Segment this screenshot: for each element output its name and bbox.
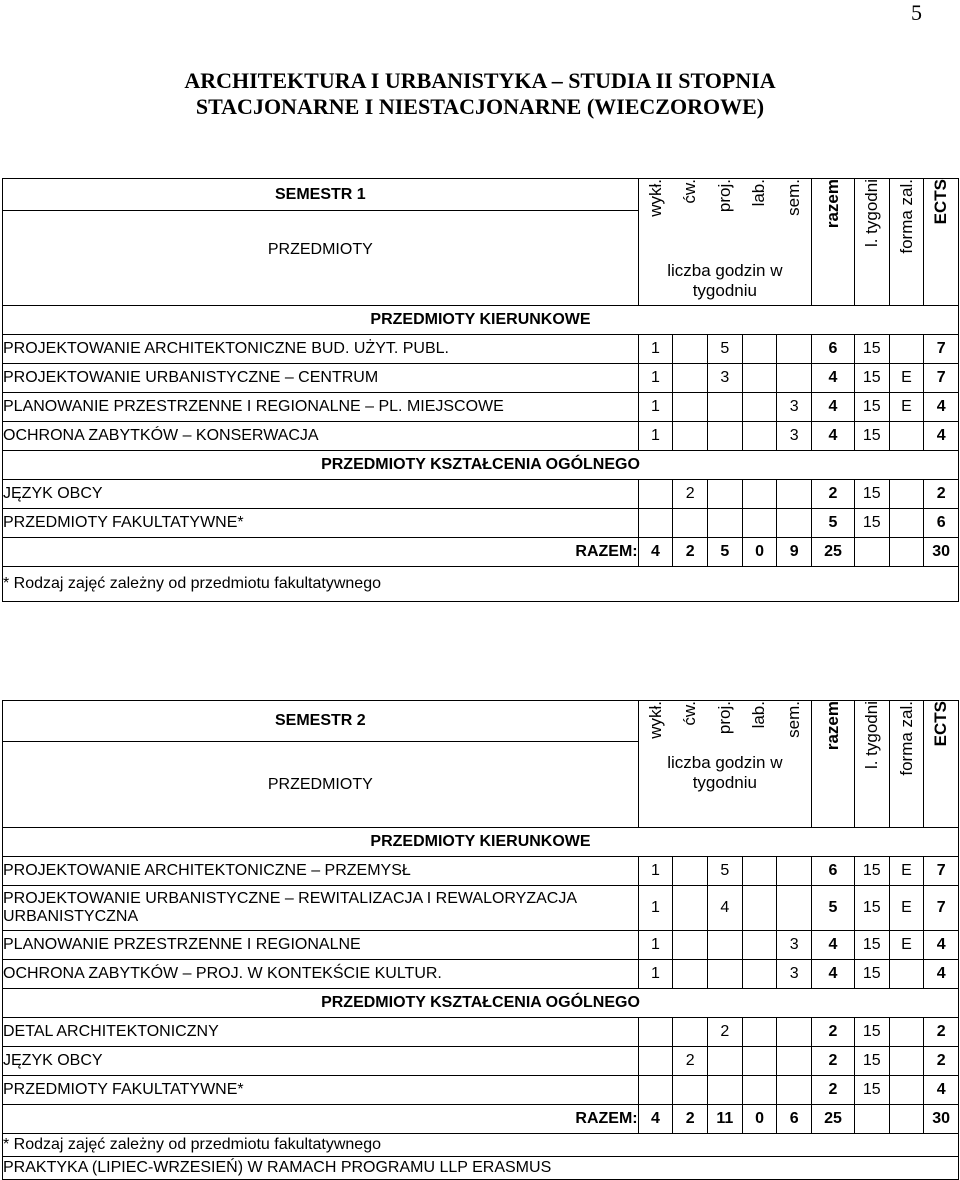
col-razem-header: razem <box>812 179 855 306</box>
total-forma <box>889 1105 924 1134</box>
footnote: * Rodzaj zajęć zależny od przedmiotu fakultatywnego <box>3 567 959 602</box>
cell-forma <box>889 1018 924 1047</box>
cell-razem: 5 <box>812 509 855 538</box>
total-proj: 5 <box>708 538 743 567</box>
cell-proj <box>708 1076 743 1105</box>
cell-proj: 5 <box>708 857 743 886</box>
total-wykl: 4 <box>638 538 673 567</box>
cell-proj <box>708 480 743 509</box>
cell-proj <box>708 931 743 960</box>
cell-forma <box>889 1047 924 1076</box>
total-ects: 30 <box>924 538 959 567</box>
cell-forma: E <box>889 857 924 886</box>
section-title: PRZEDMIOTY KSZTAŁCENIA OGÓLNEGO <box>3 989 959 1018</box>
total-forma <box>889 538 924 567</box>
col-forma-header: forma zal. <box>889 179 924 306</box>
total-wykl: 4 <box>638 1105 673 1134</box>
table-row <box>3 393 959 422</box>
cell-cw <box>673 931 708 960</box>
cell-proj <box>708 1047 743 1076</box>
table-row <box>3 886 959 931</box>
document-title <box>0 68 960 120</box>
total-cw: 2 <box>673 1105 708 1134</box>
subjects-header: PRZEDMIOTY <box>3 211 639 306</box>
cell-tygodni: 15 <box>854 335 889 364</box>
table-row <box>3 960 959 989</box>
cell-lab <box>742 422 777 451</box>
total-proj: 11 <box>708 1105 743 1134</box>
cell-ects: 4 <box>924 422 959 451</box>
cell-lab <box>742 1076 777 1105</box>
cell-lab <box>742 393 777 422</box>
cell-lab <box>742 364 777 393</box>
col-proj-header: proj. <box>714 701 734 735</box>
col-proj-header: proj. <box>714 179 734 213</box>
section-title: PRZEDMIOTY KSZTAŁCENIA OGÓLNEGO <box>3 451 959 480</box>
cell-tygodni: 15 <box>854 1047 889 1076</box>
cell-razem: 2 <box>812 1018 855 1047</box>
total-tygodni <box>854 538 889 567</box>
total-sem: 6 <box>777 1105 812 1134</box>
footnote: PRAKTYKA (LIPIEC-WRZESIEŃ) W RAMACH PROGRAMU LLP ERASMUS <box>3 1157 959 1180</box>
cell-forma: E <box>889 931 924 960</box>
cell-tygodni: 15 <box>854 931 889 960</box>
subject-name: PROJEKTOWANIE URBANISTYCZNE – CENTRUM <box>3 364 639 393</box>
subject-name: PLANOWANIE PRZESTRZENNE I REGIONALNE – PL. MIEJSCOWE <box>3 393 639 422</box>
cell-ects: 4 <box>924 393 959 422</box>
cell-cw <box>673 422 708 451</box>
total-label: RAZEM: <box>3 1105 639 1134</box>
cell-razem: 4 <box>812 422 855 451</box>
cell-lab <box>742 509 777 538</box>
subject-name: PRZEDMIOTY FAKULTATYWNE* <box>3 1076 639 1105</box>
cell-forma <box>889 509 924 538</box>
cell-ects: 2 <box>924 480 959 509</box>
cell-ects: 7 <box>924 364 959 393</box>
cell-proj <box>708 509 743 538</box>
cell-cw <box>673 364 708 393</box>
cell-razem: 4 <box>812 364 855 393</box>
cell-wykl <box>638 480 673 509</box>
cell-razem: 2 <box>812 480 855 509</box>
subject-name: PRZEDMIOTY FAKULTATYWNE* <box>3 509 639 538</box>
cell-cw <box>673 886 708 931</box>
cell-proj: 2 <box>708 1018 743 1047</box>
cell-lab <box>742 335 777 364</box>
cell-sem <box>777 1047 812 1076</box>
cell-wykl: 1 <box>638 931 673 960</box>
cell-tygodni: 15 <box>854 393 889 422</box>
cell-tygodni: 15 <box>854 857 889 886</box>
cell-razem: 4 <box>812 931 855 960</box>
col-cw-header: ćw. <box>680 701 700 726</box>
cell-sem <box>777 1018 812 1047</box>
total-lab: 0 <box>742 538 777 567</box>
cell-lab <box>742 480 777 509</box>
cell-lab <box>742 886 777 931</box>
col-razem-header: razem <box>812 701 855 828</box>
cell-forma: E <box>889 393 924 422</box>
cell-ects: 2 <box>924 1018 959 1047</box>
subject-name: JĘZYK OBCY <box>3 480 639 509</box>
total-tygodni <box>854 1105 889 1134</box>
total-cw: 2 <box>673 538 708 567</box>
cell-forma: E <box>889 886 924 931</box>
cell-razem: 5 <box>812 886 855 931</box>
col-ects-header: ECTS <box>924 179 959 306</box>
cell-lab <box>742 857 777 886</box>
cell-cw <box>673 960 708 989</box>
cell-wykl: 1 <box>638 960 673 989</box>
cell-tygodni: 15 <box>854 480 889 509</box>
cell-sem <box>777 1076 812 1105</box>
cell-lab <box>742 931 777 960</box>
col-tygodni-header: l. tygodni <box>854 701 889 828</box>
col-lab-header: lab. <box>749 701 769 729</box>
total-sem: 9 <box>777 538 812 567</box>
cell-ects: 4 <box>924 1076 959 1105</box>
semester-2-table <box>2 700 959 1180</box>
cell-cw <box>673 335 708 364</box>
table-row <box>3 480 959 509</box>
cell-sem: 3 <box>777 393 812 422</box>
col-wykl-header: wykł. <box>645 179 665 217</box>
cell-cw <box>673 393 708 422</box>
col-sem-header: sem. <box>783 179 803 216</box>
cell-razem: 6 <box>812 857 855 886</box>
total-razem: 25 <box>812 1105 855 1134</box>
cell-wykl <box>638 1018 673 1047</box>
cell-razem: 2 <box>812 1047 855 1076</box>
total-label: RAZEM: <box>3 538 639 567</box>
subject-name: OCHRONA ZABYTKÓW – PROJ. W KONTEKŚCIE KULTUR. <box>3 960 639 989</box>
cell-sem: 3 <box>777 960 812 989</box>
section-row <box>3 306 959 335</box>
subject-name: PLANOWANIE PRZESTRZENNE I REGIONALNE <box>3 931 639 960</box>
cell-proj <box>708 393 743 422</box>
footnote: * Rodzaj zajęć zależny od przedmiotu fakultatywnego <box>3 1134 959 1157</box>
cell-cw <box>673 509 708 538</box>
cell-sem: 3 <box>777 931 812 960</box>
cell-wykl: 1 <box>638 857 673 886</box>
footnote-row <box>3 1157 959 1180</box>
cell-wykl: 1 <box>638 422 673 451</box>
hours-block <box>638 701 811 828</box>
cell-sem <box>777 857 812 886</box>
cell-cw <box>673 857 708 886</box>
cell-ects: 7 <box>924 886 959 931</box>
cell-proj: 4 <box>708 886 743 931</box>
col-tygodni-header: l. tygodni <box>854 179 889 306</box>
cell-cw <box>673 1076 708 1105</box>
cell-wykl: 1 <box>638 886 673 931</box>
table-row <box>3 509 959 538</box>
cell-wykl <box>638 509 673 538</box>
cell-sem <box>777 509 812 538</box>
cell-razem: 4 <box>812 393 855 422</box>
cell-tygodni: 15 <box>854 422 889 451</box>
section-row <box>3 828 959 857</box>
footnote-row <box>3 567 959 602</box>
cell-ects: 4 <box>924 960 959 989</box>
cell-ects: 7 <box>924 335 959 364</box>
cell-forma <box>889 335 924 364</box>
table-row <box>3 335 959 364</box>
cell-tygodni: 15 <box>854 509 889 538</box>
cell-sem <box>777 335 812 364</box>
cell-ects: 2 <box>924 1047 959 1076</box>
cell-forma <box>889 960 924 989</box>
cell-cw: 2 <box>673 1047 708 1076</box>
cell-wykl: 1 <box>638 393 673 422</box>
subjects-header: PRZEDMIOTY <box>3 742 639 828</box>
cell-tygodni: 15 <box>854 960 889 989</box>
cell-wykl <box>638 1076 673 1105</box>
cell-ects: 4 <box>924 931 959 960</box>
subject-name: DETAL ARCHITEKTONICZNY <box>3 1018 639 1047</box>
subject-name: PROJEKTOWANIE ARCHITEKTONICZNE – PRZEMYSŁ <box>3 857 639 886</box>
cell-ects: 7 <box>924 857 959 886</box>
cell-cw <box>673 1018 708 1047</box>
table-row <box>3 1018 959 1047</box>
cell-lab <box>742 960 777 989</box>
section-row <box>3 451 959 480</box>
cell-tygodni: 15 <box>854 364 889 393</box>
cell-cw: 2 <box>673 480 708 509</box>
semester-1-table <box>2 178 959 602</box>
cell-proj <box>708 422 743 451</box>
cell-wykl <box>638 1047 673 1076</box>
subject-name: PROJEKTOWANIE ARCHITEKTONICZNE BUD. UŻYT. PUBL. <box>3 335 639 364</box>
cell-wykl: 1 <box>638 335 673 364</box>
hours-caption: liczba godzin w tygodniu <box>667 753 783 792</box>
table-row <box>3 364 959 393</box>
cell-forma <box>889 1076 924 1105</box>
table-row <box>3 1076 959 1105</box>
cell-ects: 6 <box>924 509 959 538</box>
cell-proj: 3 <box>708 364 743 393</box>
col-forma-header: forma zal. <box>889 701 924 828</box>
cell-razem: 6 <box>812 335 855 364</box>
col-cw-header: ćw. <box>680 179 700 204</box>
subject-name: JĘZYK OBCY <box>3 1047 639 1076</box>
table-row <box>3 422 959 451</box>
footnote-row <box>3 1134 959 1157</box>
cell-wykl: 1 <box>638 364 673 393</box>
cell-forma <box>889 422 924 451</box>
cell-forma <box>889 480 924 509</box>
total-ects: 30 <box>924 1105 959 1134</box>
section-title: PRZEDMIOTY KIERUNKOWE <box>3 828 959 857</box>
cell-proj: 5 <box>708 335 743 364</box>
cell-sem <box>777 480 812 509</box>
page-number: 5 <box>911 0 922 25</box>
semester-name: SEMESTR 2 <box>3 701 639 742</box>
subject-name: PROJEKTOWANIE URBANISTYCZNE – REWITALIZACJA I REWALORYZACJA URBANISTYCZNA <box>3 886 639 931</box>
col-wykl-header: wykł. <box>645 701 665 739</box>
cell-razem: 4 <box>812 960 855 989</box>
cell-lab <box>742 1018 777 1047</box>
table-row <box>3 1047 959 1076</box>
col-lab-header: lab. <box>749 179 769 207</box>
total-row <box>3 1105 959 1134</box>
cell-tygodni: 15 <box>854 1076 889 1105</box>
total-razem: 25 <box>812 538 855 567</box>
total-lab: 0 <box>742 1105 777 1134</box>
hours-caption: liczba godzin w tygodniu <box>667 261 783 300</box>
cell-sem: 3 <box>777 422 812 451</box>
title-line-2: STACJONARNE I NIESTACJONARNE (WIECZOROWE) <box>195 94 765 119</box>
cell-sem <box>777 364 812 393</box>
cell-tygodni: 15 <box>854 886 889 931</box>
col-sem-header: sem. <box>783 701 803 738</box>
section-row <box>3 989 959 1018</box>
title-line-1: ARCHITEKTURA I URBANISTYKA – STUDIA II STOPNIA <box>184 68 776 93</box>
table-row <box>3 931 959 960</box>
table-row <box>3 857 959 886</box>
cell-lab <box>742 1047 777 1076</box>
subject-name: OCHRONA ZABYTKÓW – KONSERWACJA <box>3 422 639 451</box>
cell-sem <box>777 886 812 931</box>
total-row <box>3 538 959 567</box>
cell-forma: E <box>889 364 924 393</box>
hours-block <box>638 179 811 306</box>
cell-razem: 2 <box>812 1076 855 1105</box>
col-ects-header: ECTS <box>924 701 959 828</box>
section-title: PRZEDMIOTY KIERUNKOWE <box>3 306 959 335</box>
cell-tygodni: 15 <box>854 1018 889 1047</box>
cell-proj <box>708 960 743 989</box>
semester-name: SEMESTR 1 <box>3 179 639 211</box>
